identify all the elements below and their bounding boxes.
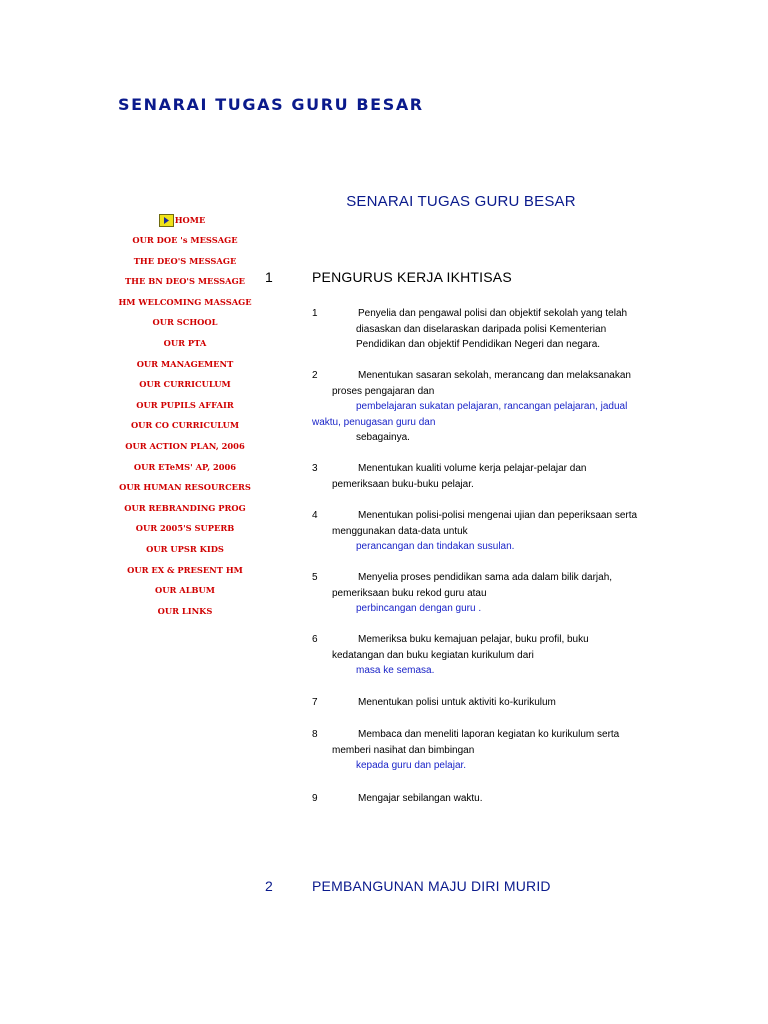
duty-item-text: Menentukan polisi-polisi mengenai ujian dan peperiksaan serta <box>358 510 638 521</box>
nav-link-ex-present-hm[interactable]: OUR EX & PRESENT HM <box>127 564 243 575</box>
duty-item-link-text: perancangan dan tindakan susulan. <box>356 541 515 552</box>
duty-item-text: Menyelia proses pendidikan sama ada dalam bilik darjah, <box>358 572 613 583</box>
duty-item-text: sebagainya. <box>356 432 410 443</box>
duty-item-number: 8 <box>312 729 318 740</box>
duty-item-text: proses pengajaran dan <box>332 385 435 397</box>
nav-link-co-curriculum[interactable]: OUR CO CURRICULUM <box>130 420 240 431</box>
nav-link-deo-message[interactable]: THE DEO'S MESSAGE <box>133 255 237 266</box>
nav-link-doe-message[interactable]: OUR DOE 's MESSAGE <box>132 235 238 245</box>
duty-item-text: Menentukan polisi untuk aktiviti ko-kurikulum <box>358 697 556 708</box>
duty-item-number: 4 <box>312 510 318 521</box>
duty-item-text: pemeriksaan buku-buku pelajar. <box>332 478 474 490</box>
nav-link-album[interactable]: OUR ALBUM <box>155 585 215 596</box>
nav-link-action-plan[interactable]: OUR ACTION PLAN, 2006 <box>125 440 245 451</box>
duty-item-link-text: waktu, penugasan guru dan <box>312 416 436 428</box>
duty-item-text: Membaca dan meneliti laporan kegiatan ko kurikulum serta <box>358 729 620 740</box>
nav-link-pupils-affair[interactable]: OUR PUPILS AFFAIR <box>136 399 234 410</box>
nav-link-hm-welcoming[interactable]: HM WELCOMING MASSAGE <box>118 296 252 307</box>
nav-home-row[interactable] <box>99 210 265 230</box>
duty-item-link-text: masa ke semasa. <box>356 665 435 676</box>
nav-link-links[interactable]: OUR LINKS <box>157 605 213 616</box>
nav-link-etems-ap[interactable]: OUR ETeMS' AP, 2006 <box>133 461 237 472</box>
section-2-title: PEMBANGUNAN MAJU DIRI MURID <box>312 878 551 894</box>
nav-link-school[interactable]: OUR SCHOOL <box>152 317 218 328</box>
nav-link-bn-deo-message[interactable]: THE BN DEO'S MESSAGE <box>124 276 246 287</box>
duty-item-3 <box>312 461 692 492</box>
page-title: SENARAI TUGAS GURU BESAR <box>118 95 424 114</box>
section-2-number: 2 <box>265 878 273 894</box>
nav-link-upsr-kids[interactable]: OUR UPSR KIDS <box>146 543 224 554</box>
duty-item-link-text: pembelajaran sukatan pelajaran, rancangan pelajaran, jadual <box>356 401 628 412</box>
content-title: SENARAI TUGAS GURU BESAR <box>346 193 576 210</box>
duty-item-text: Menentukan kualiti volume kerja pelajar-pelajar dan <box>358 463 587 474</box>
section-1-number: 1 <box>265 269 273 285</box>
side-navigation <box>105 210 265 621</box>
duty-item-2 <box>312 368 692 446</box>
duty-item-4 <box>312 508 692 555</box>
nav-link-human-resources[interactable]: OUR HUMAN RESOURCERS <box>119 482 251 493</box>
nav-link-management[interactable]: OUR MANAGEMENT <box>136 358 234 369</box>
duty-item-5 <box>312 570 692 617</box>
duty-item-6 <box>312 632 692 679</box>
nav-link-rebranding[interactable]: OUR REBRANDING PROG <box>124 502 246 513</box>
duty-item-text: Menentukan sasaran sekolah, merancang dan melaksanakan <box>358 370 631 381</box>
duty-item-text: diasaskan dan diselaraskan daripada polisi Kementerian <box>356 323 607 335</box>
duty-item-9 <box>312 791 692 807</box>
duty-item-number: 9 <box>312 793 318 804</box>
duty-item-text: Mengajar sebilangan waktu. <box>358 793 483 804</box>
duty-item-text: menggunakan data-data untuk <box>332 525 468 537</box>
duty-item-number: 6 <box>312 634 318 645</box>
duty-item-text: pemeriksaan buku rekod guru atau <box>332 587 487 599</box>
duty-item-number: 7 <box>312 697 318 708</box>
duty-item-link-text: kepada guru dan pelajar. <box>356 760 467 771</box>
duty-item-number: 3 <box>312 463 318 474</box>
nav-link-pta[interactable]: OUR PTA <box>163 337 207 348</box>
duty-item-7 <box>312 695 692 711</box>
duty-item-number: 5 <box>312 572 318 583</box>
nav-link-2005-superb[interactable]: OUR 2005'S SUPERB <box>135 523 235 534</box>
nav-link-curriculum[interactable]: OUR CURRICULUM <box>139 379 231 390</box>
duty-item-number: 2 <box>312 370 318 381</box>
duty-item-text: memberi nasihat dan bimbingan <box>332 744 475 756</box>
home-arrow-icon[interactable] <box>159 214 174 227</box>
duty-item-text: Penyelia dan pengawal polisi dan objektif sekolah yang telah <box>358 308 628 319</box>
section-1-title: PENGURUS KERJA IKHTISAS <box>312 269 512 285</box>
duty-item-text: kedatangan dan buku kegiatan kurikulum dari <box>332 649 534 661</box>
duty-item-link-text: perbincangan dengan guru . <box>356 603 482 614</box>
nav-link-home[interactable]: HOME <box>174 215 206 225</box>
duty-item-number: 1 <box>312 308 318 319</box>
duty-item-text: Memeriksa buku kemajuan pelajar, buku profil, buku <box>358 634 589 645</box>
duty-item-text: Pendidikan dan objektif Pendidikan Negeri dan negara. <box>356 339 601 350</box>
duty-item-8 <box>312 727 692 774</box>
duty-item-1 <box>312 306 692 353</box>
